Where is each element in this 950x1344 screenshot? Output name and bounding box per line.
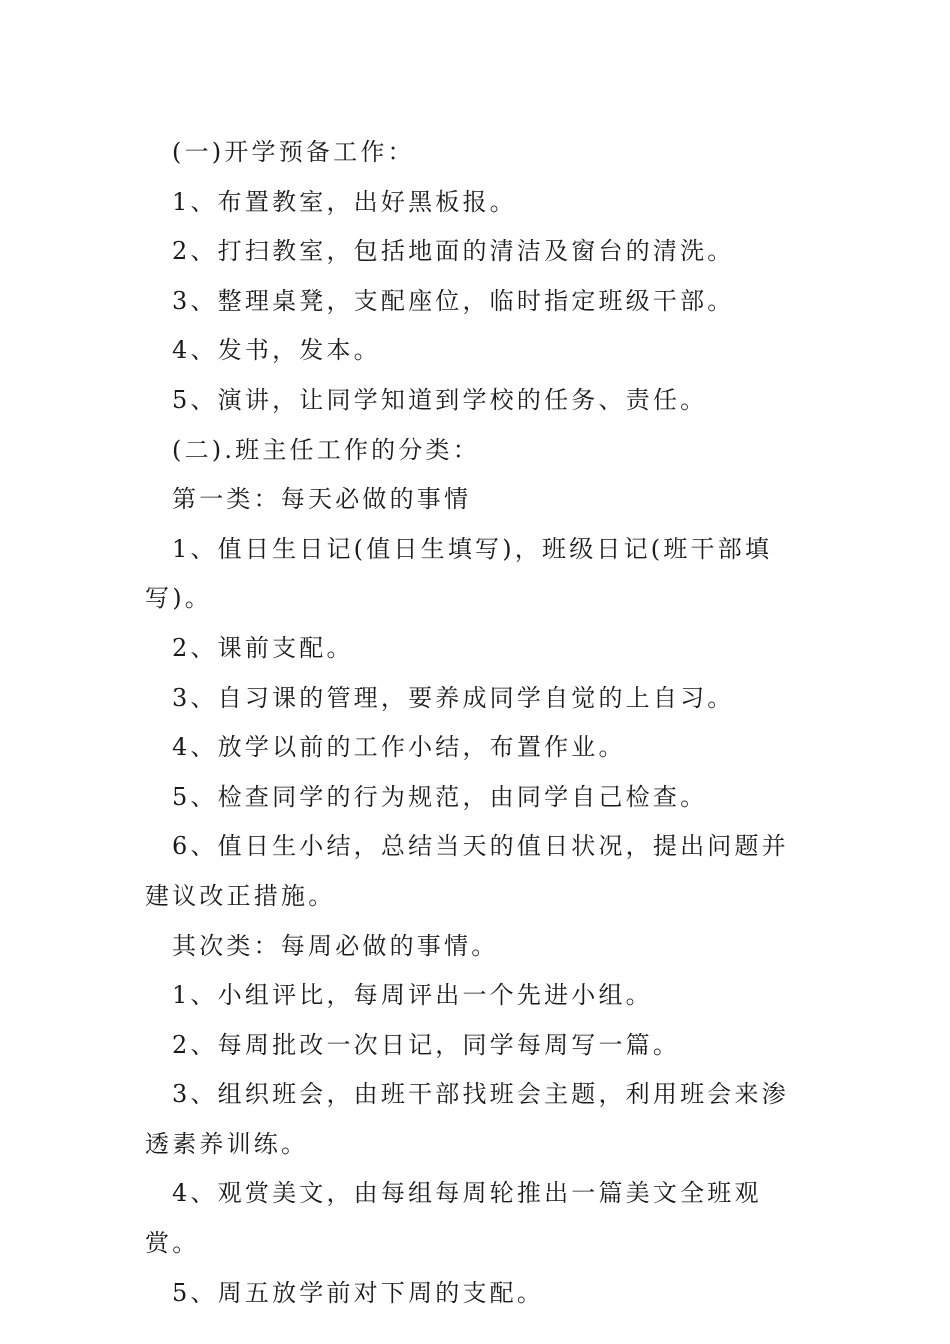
list-item: 1、值日生日记(值日生填写)，班级日记(班干部填写)。 <box>145 534 773 613</box>
list-item: 3、自习课的管理，要养成同学自觉的上自习。 <box>172 683 735 712</box>
list-item: 4、观赏美文，由每组每周轮推出一篇美文全班观赏。 <box>145 1179 762 1258</box>
list-item: 5、检查同学的行为规范，由同学自己检查。 <box>172 782 708 811</box>
document-body <box>145 128 810 1318</box>
list-item: 2、课前支配。 <box>172 633 354 662</box>
list-item: 4、发书，发本。 <box>172 336 381 365</box>
list-item: 2、打扫教室，包括地面的清洁及窗台的清洗。 <box>172 237 735 266</box>
list-item: 4、放学以前的工作小结，布置作业。 <box>172 733 626 762</box>
list-item: 6、值日生小结，总结当天的值日状况，提出问题并建议改正措施。 <box>145 832 789 910</box>
list-item: 3、组织班会，由班干部找班会主题，利用班会来渗透素养训练。 <box>145 1080 789 1158</box>
subheading-weekly: 其次类：每周必做的事情。 <box>172 931 499 960</box>
list-item: 1、布置教室，出好黑板报。 <box>172 187 517 216</box>
section-heading-classification: (二).班主任工作的分类： <box>172 435 480 464</box>
subheading-daily: 第一类：每天必做的事情 <box>172 485 472 514</box>
list-item: 5、演讲，让同学知道到学校的任务、责任。 <box>172 385 708 414</box>
list-item: 1、小组评比，每周评出一个先进小组。 <box>172 981 653 1010</box>
list-item: 3、整理桌凳，支配座位，临时指定班级干部。 <box>172 286 735 315</box>
list-item: 2、每周批改一次日记，同学每周写一篇。 <box>172 1030 681 1059</box>
section-heading-preparation: (一)开学预备工作： <box>172 138 415 166</box>
list-item: 5、周五放学前对下周的支配。 <box>172 1278 545 1307</box>
